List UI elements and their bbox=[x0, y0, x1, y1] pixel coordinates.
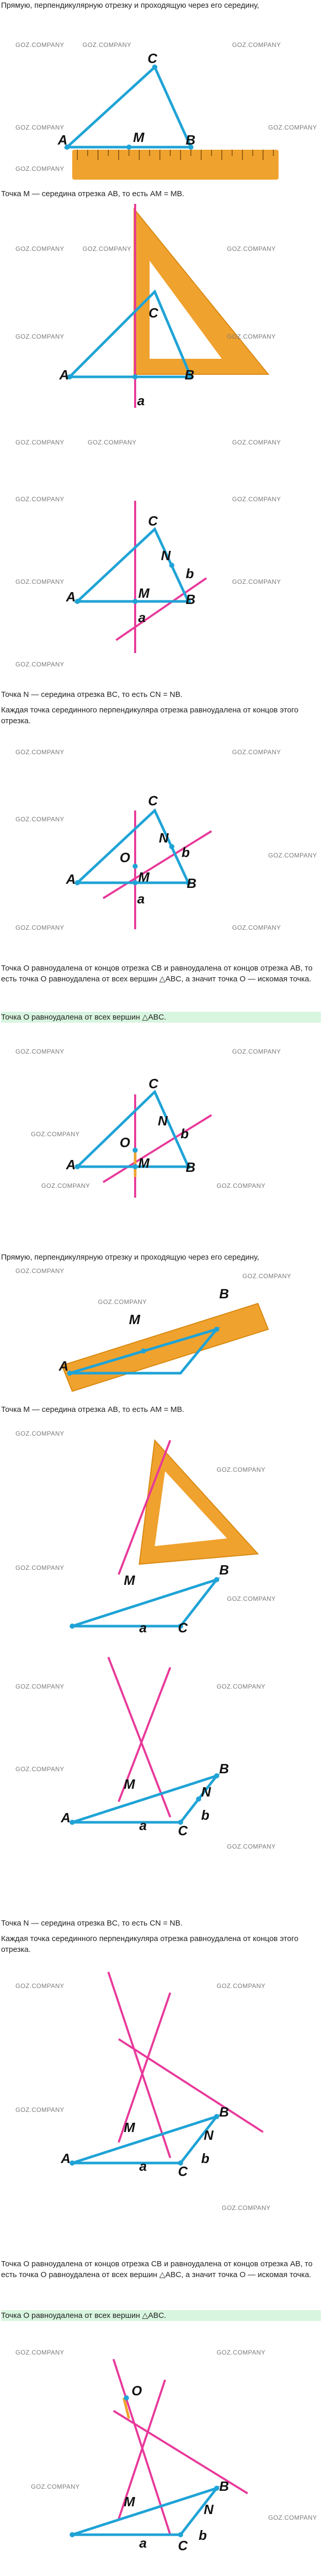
vertex-b-label: B bbox=[186, 592, 195, 607]
vertex-c-label: C bbox=[149, 1076, 158, 1091]
midpoint-m-label: M bbox=[138, 1155, 150, 1171]
watermark: GOZ.COMPANY bbox=[232, 1048, 281, 1055]
watermark: GOZ.COMPANY bbox=[222, 2204, 271, 2212]
midpoint-m-label: M bbox=[138, 585, 150, 601]
vertex-b-label: B bbox=[219, 1286, 229, 1301]
midpoint-n-label: N bbox=[204, 2127, 214, 2143]
scene-3 bbox=[0, 423, 326, 681]
watermark: GOZ.COMPANY bbox=[232, 496, 281, 503]
step-text-8: Точка N — середина отрезка BC, то есть CN = NB. bbox=[1, 1919, 183, 1928]
watermark: GOZ.COMPANY bbox=[232, 439, 281, 446]
watermark: GOZ.COMPANY bbox=[15, 661, 64, 668]
watermark: GOZ.COMPANY bbox=[227, 1843, 276, 1850]
point-o-label: O bbox=[132, 2383, 142, 2398]
vertex-c-label: C bbox=[178, 2538, 188, 2553]
triangle-abc bbox=[67, 67, 191, 147]
line-a-label: a bbox=[137, 891, 145, 907]
watermark: GOZ.COMPANY bbox=[15, 1267, 64, 1275]
watermark: GOZ.COMPANY bbox=[15, 124, 64, 131]
midpoint-m-label: M bbox=[129, 1312, 140, 1327]
watermark: GOZ.COMPANY bbox=[15, 41, 64, 49]
step-text-5: Точка O равноудалена от концов отрезка CB и равноудалена от концов отрезка AB, то есть точка O равноудалена от всех вершин △ABC, а значит точка O — искомая точка. bbox=[1, 964, 313, 983]
watermark: GOZ.COMPANY bbox=[15, 333, 64, 340]
vertex-b-label: B bbox=[186, 1159, 195, 1175]
vertex-c-label: C bbox=[149, 305, 158, 321]
line-b-label: b bbox=[199, 2527, 207, 2543]
midpoint-n-label: N bbox=[161, 548, 171, 563]
vertex-a-label: A bbox=[66, 589, 76, 605]
watermark: GOZ.COMPANY bbox=[15, 1048, 64, 1055]
scene-10 bbox=[0, 2328, 326, 2571]
watermark: GOZ.COMPANY bbox=[232, 578, 281, 585]
line-a-label: a bbox=[137, 393, 145, 408]
line-b-label: b bbox=[181, 1126, 189, 1141]
step-text-7: Точка M — середина отрезка AB, то есть AM = MB. bbox=[1, 1405, 185, 1414]
watermark: GOZ.COMPANY bbox=[98, 1298, 147, 1306]
vertex-a-label: A bbox=[66, 1157, 76, 1172]
vertex-b-label: B bbox=[219, 2104, 229, 2120]
midpoint-m-label: M bbox=[124, 1572, 135, 1588]
vertex-c-label: C bbox=[178, 1620, 188, 1635]
vertex-b-label: B bbox=[185, 367, 194, 383]
vertex-c-label: C bbox=[148, 51, 157, 66]
watermark: GOZ.COMPANY bbox=[15, 1564, 64, 1571]
vertex-a-label: A bbox=[66, 871, 76, 887]
scene-8 bbox=[0, 1647, 326, 1915]
watermark: GOZ.COMPANY bbox=[227, 333, 276, 340]
step-text-10: Точка O равноудалена от концов отрезка CB и равноудалена от концов отрезка AB, то есть точка O равноудалена от всех вершин △ABC, а значит точка O — искомая точка. bbox=[1, 2260, 313, 2279]
watermark: GOZ.COMPANY bbox=[232, 924, 281, 931]
midpoint-m-label: M bbox=[138, 869, 150, 885]
ruler-shape bbox=[72, 150, 279, 180]
line-a-label: a bbox=[139, 1818, 147, 1833]
watermark: GOZ.COMPANY bbox=[232, 41, 281, 49]
watermark: GOZ.COMPANY bbox=[41, 1182, 90, 1189]
vertex-c-label: C bbox=[148, 793, 158, 808]
step-text-6: Прямую, перпендикулярную отрезку и проходящую через его середину, bbox=[1, 1253, 259, 1262]
watermark: GOZ.COMPANY bbox=[242, 1273, 291, 1280]
watermark: GOZ.COMPANY bbox=[31, 2483, 80, 2490]
point-o-label: O bbox=[120, 1135, 131, 1150]
conclusion-2: Точка O равноудалена от всех вершин △ABC. bbox=[1, 2310, 321, 2321]
vertex-a-label: A bbox=[59, 1358, 69, 1374]
watermark: GOZ.COMPANY bbox=[268, 124, 317, 131]
vertex-b-label: B bbox=[219, 1562, 229, 1578]
watermark: GOZ.COMPANY bbox=[15, 1982, 64, 1990]
step-text-2: Точка M — середина отрезка AB, то есть AM = MB. bbox=[1, 189, 185, 198]
vertex-b-label: B bbox=[186, 132, 195, 148]
line-b-label: b bbox=[201, 2151, 209, 2166]
line-a-label: a bbox=[139, 2535, 147, 2551]
watermark: GOZ.COMPANY bbox=[15, 924, 64, 931]
watermark: GOZ.COMPANY bbox=[15, 496, 64, 503]
watermark: GOZ.COMPANY bbox=[15, 165, 64, 172]
watermark: GOZ.COMPANY bbox=[88, 439, 137, 446]
step-text-1: Прямую, перпендикулярную отрезку и проходящую через его середину, bbox=[1, 1, 259, 10]
watermark: GOZ.COMPANY bbox=[31, 1131, 80, 1138]
midpoint-n-label: N bbox=[204, 2502, 214, 2517]
vertex-a-label: A bbox=[59, 367, 69, 383]
vertex-c-label: C bbox=[178, 2164, 188, 2179]
scene-2 bbox=[0, 204, 326, 410]
watermark: GOZ.COMPANY bbox=[15, 2349, 64, 2356]
line-a-label: a bbox=[138, 610, 146, 625]
watermark: GOZ.COMPANY bbox=[83, 41, 132, 49]
step-text-9: Каждая точка серединного перпендикуляра отрезка равноудалена от концов этого отрезка. bbox=[1, 1934, 299, 1954]
scene-9 bbox=[0, 1962, 326, 2251]
watermark: GOZ.COMPANY bbox=[15, 578, 64, 585]
watermark: GOZ.COMPANY bbox=[15, 439, 64, 446]
conclusion-1: Точка O равноудалена от всех вершин △ABC. bbox=[1, 1012, 321, 1023]
watermark: GOZ.COMPANY bbox=[15, 1766, 64, 1773]
scene-7 bbox=[0, 1420, 326, 1636]
midpoint-n-label: N bbox=[158, 1113, 168, 1128]
watermark: GOZ.COMPANY bbox=[15, 1683, 64, 1690]
vertex-b-label: B bbox=[219, 1761, 229, 1776]
watermark: GOZ.COMPANY bbox=[15, 1430, 64, 1437]
watermark: GOZ.COMPANY bbox=[15, 2106, 64, 2113]
watermark: GOZ.COMPANY bbox=[268, 2514, 317, 2521]
watermark: GOZ.COMPANY bbox=[217, 2349, 266, 2356]
vertex-a-label: A bbox=[61, 1810, 71, 1825]
scene-5 bbox=[0, 1027, 326, 1244]
point-o-label: O bbox=[120, 850, 131, 865]
vertex-c-label: C bbox=[178, 1823, 188, 1838]
watermark: GOZ.COMPANY bbox=[217, 1683, 266, 1690]
watermark: GOZ.COMPANY bbox=[217, 1466, 266, 1473]
midpoint-n-label: N bbox=[159, 830, 169, 846]
watermark: GOZ.COMPANY bbox=[83, 245, 132, 252]
scene-1 bbox=[0, 15, 326, 201]
midpoint-m-label: M bbox=[124, 2120, 135, 2135]
midpoint-m-label: M bbox=[133, 130, 144, 145]
line-a-label: a bbox=[139, 1620, 147, 1635]
vertex-a-label: A bbox=[61, 2151, 71, 2166]
line-b-label: b bbox=[186, 566, 194, 581]
scene-4 bbox=[0, 733, 326, 955]
line-b-label: b bbox=[201, 1807, 209, 1823]
watermark: GOZ.COMPANY bbox=[15, 816, 64, 823]
step-text-4: Каждая точка серединного перпендикуляра отрезка равноудалена от концов этого отрезка. bbox=[1, 706, 299, 725]
vertex-b-label: B bbox=[187, 876, 197, 891]
watermark: GOZ.COMPANY bbox=[232, 749, 281, 756]
vertex-a-label: A bbox=[58, 132, 68, 148]
watermark: GOZ.COMPANY bbox=[227, 1595, 276, 1602]
scene-6 bbox=[0, 1267, 326, 1402]
midpoint-m-label: M bbox=[124, 2494, 135, 2509]
line-a-label: a bbox=[139, 2158, 147, 2174]
watermark: GOZ.COMPANY bbox=[268, 852, 317, 859]
step-text-3: Точка N — середина отрезка BC, то есть CN = NB. bbox=[1, 690, 183, 699]
watermark: GOZ.COMPANY bbox=[227, 245, 276, 252]
midpoint-n-label: N bbox=[201, 1784, 211, 1800]
watermark: GOZ.COMPANY bbox=[15, 245, 64, 252]
midpoint-m-label: M bbox=[124, 1776, 135, 1792]
line-b-label: b bbox=[182, 845, 190, 860]
watermark: GOZ.COMPANY bbox=[217, 1982, 266, 1990]
vertex-b-label: B bbox=[219, 2478, 229, 2494]
watermark: GOZ.COMPANY bbox=[15, 749, 64, 756]
vertex-c-label: C bbox=[148, 513, 158, 529]
watermark: GOZ.COMPANY bbox=[217, 1182, 266, 1189]
